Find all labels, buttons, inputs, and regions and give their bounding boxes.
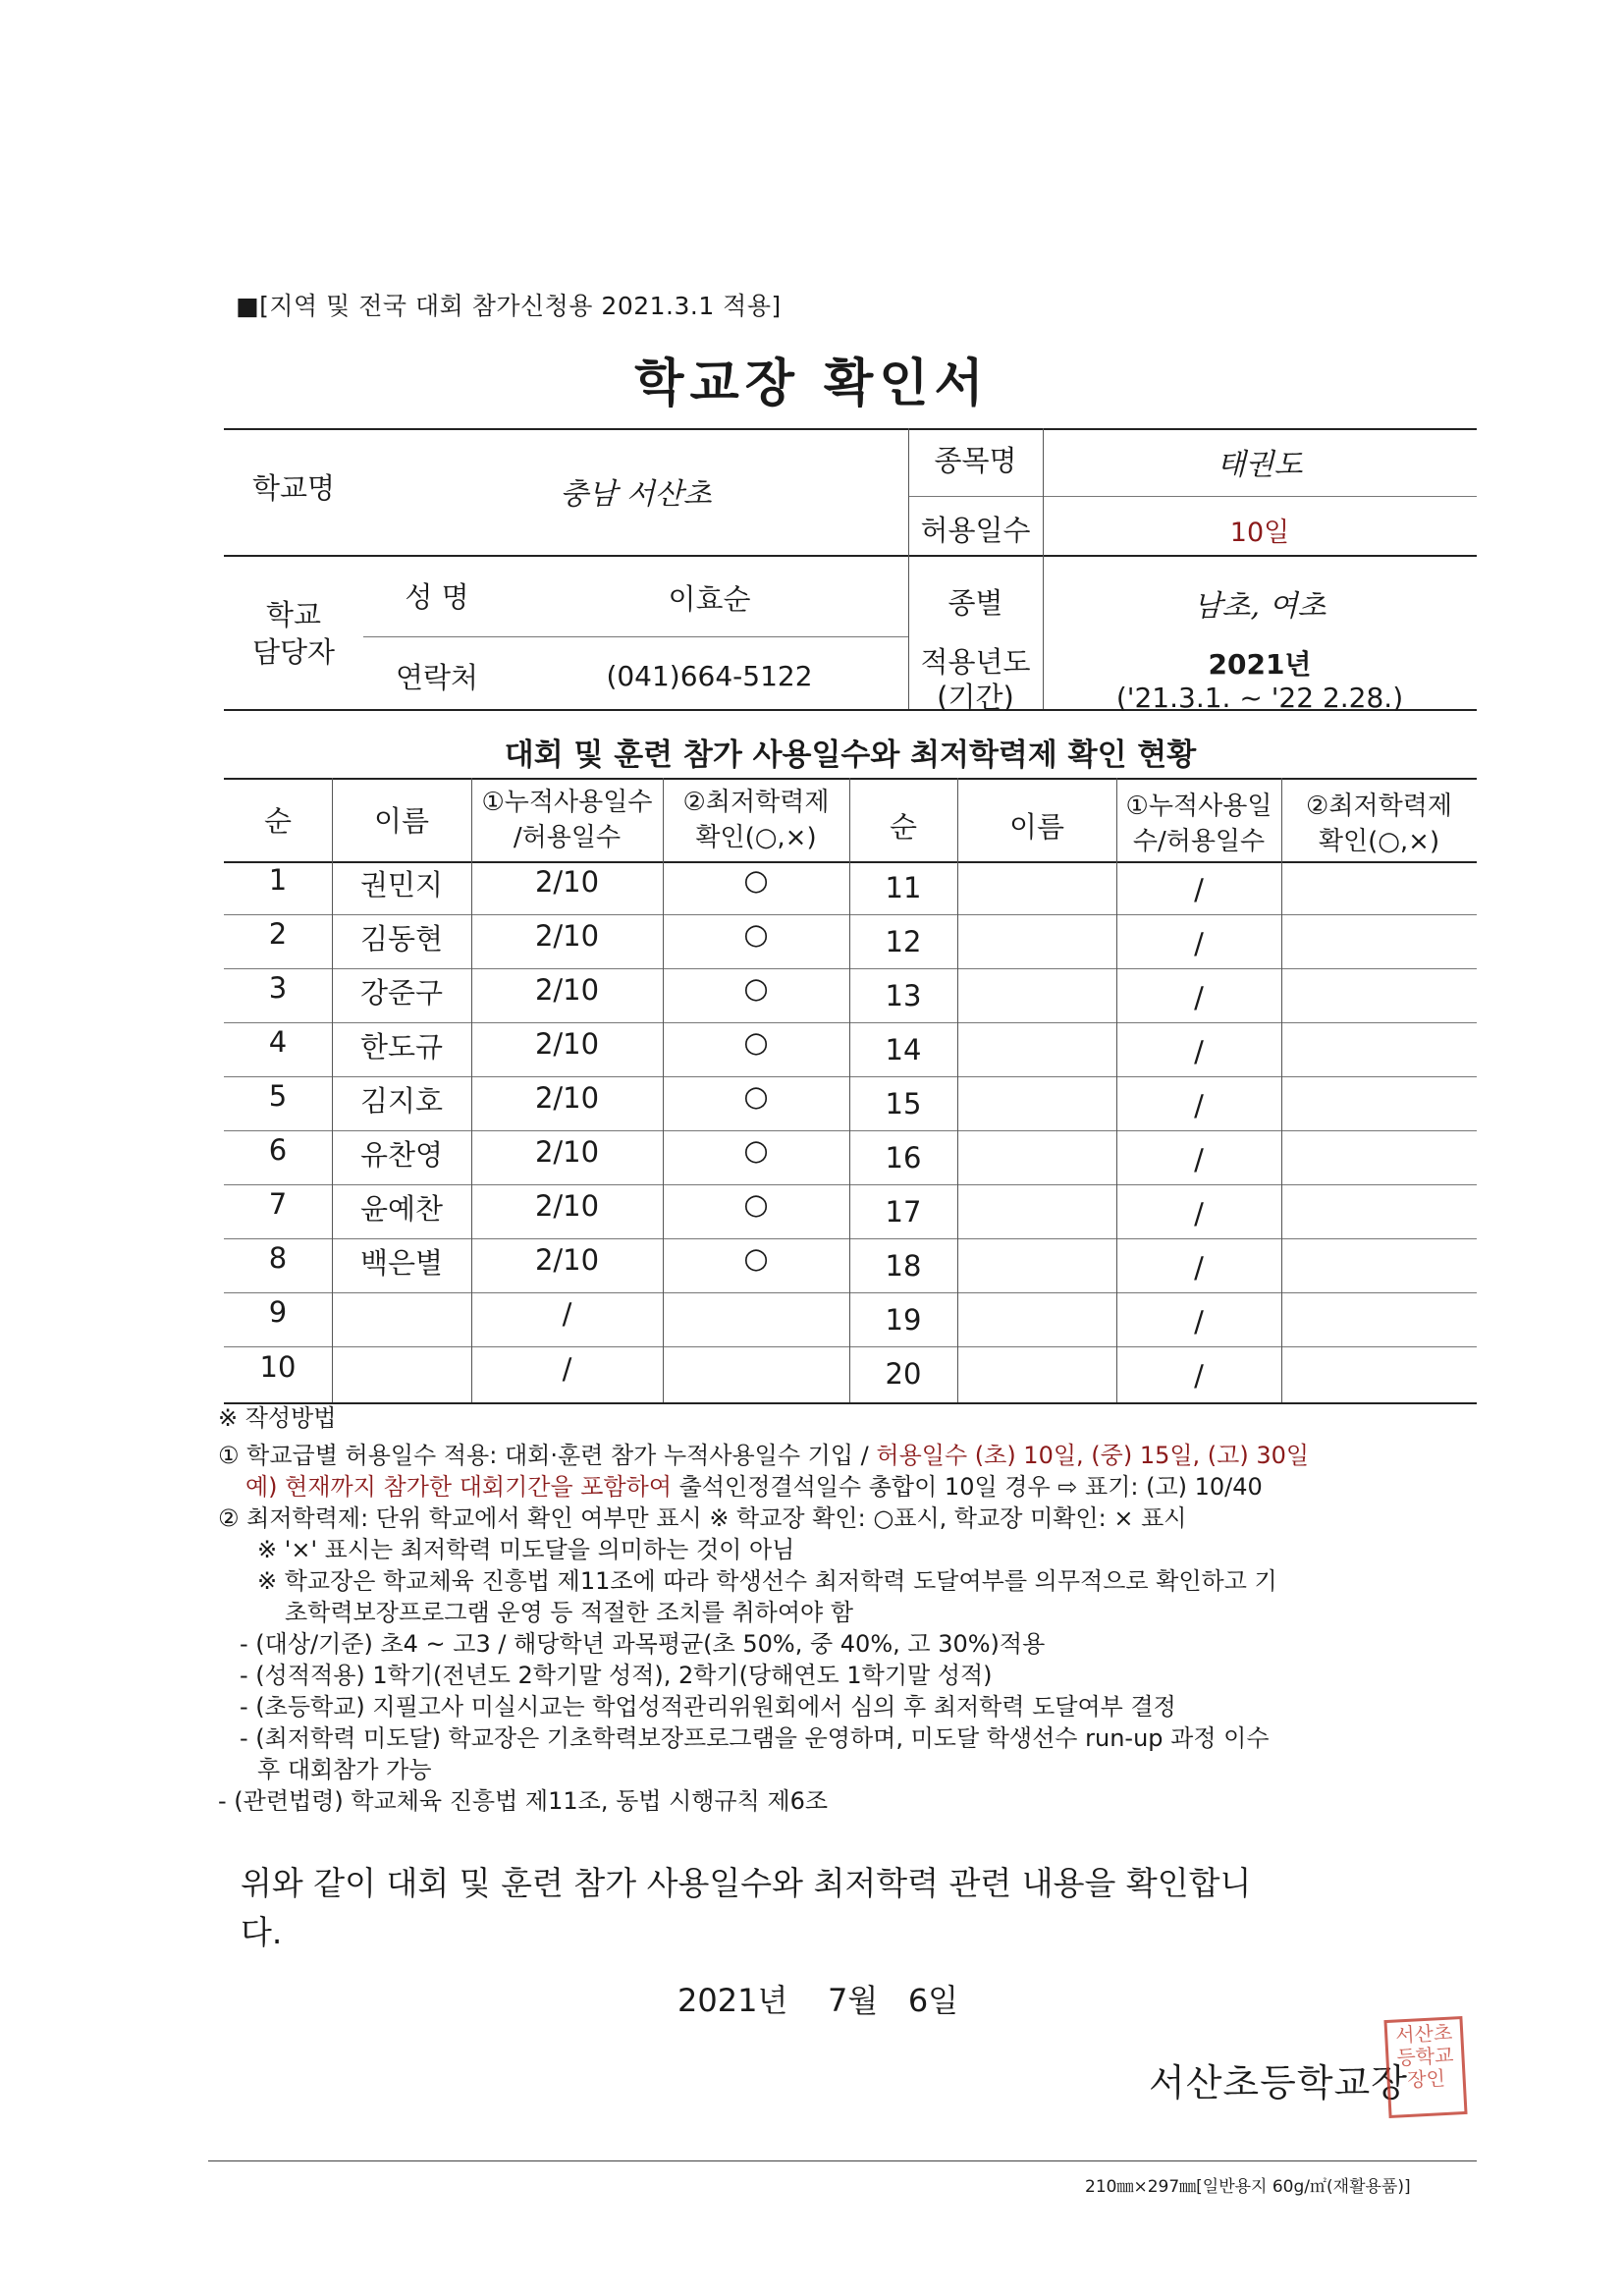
row-name: 백은별 bbox=[359, 1246, 444, 1280]
row-name: 강준구 bbox=[359, 976, 444, 1010]
contact-value: (041)664-5122 bbox=[606, 660, 813, 692]
col-days-right-line1: ①누적사용일 bbox=[1125, 792, 1272, 821]
row-check: ○ bbox=[743, 1025, 769, 1059]
note-8-line2: 후 대회참가 가능 bbox=[257, 1756, 432, 1783]
row-days: 2/10 bbox=[534, 1027, 600, 1061]
category-value: 남초, 여초 bbox=[1193, 589, 1326, 624]
instructions bbox=[218, 1402, 1475, 1817]
row-name: 권민지 bbox=[359, 868, 444, 902]
allowed-days-value: 10일 bbox=[1229, 518, 1290, 548]
school-name-label: 학교명 bbox=[251, 471, 336, 505]
row-seq: 3 bbox=[268, 971, 288, 1005]
note-5: - (대상/기준) 초4 ~ 고3 / 해당학년 과목평균(초 50%, 중 40%, 고 30%)적용 bbox=[240, 1630, 1046, 1658]
row-days: / bbox=[1194, 1197, 1204, 1230]
row-seq: 7 bbox=[268, 1187, 288, 1221]
manager-name-label: 성 명 bbox=[405, 580, 469, 614]
row-seq: 4 bbox=[268, 1025, 288, 1059]
col-seq-left: 순 bbox=[263, 804, 292, 838]
note-1-text: ① 학교급별 허용일수 적용: 대회·훈련 참가 누적사용일수 기입 / bbox=[218, 1442, 877, 1469]
allowed-days-label: 허용일수 bbox=[920, 514, 1031, 547]
row-check: ○ bbox=[743, 1241, 769, 1275]
row-seq: 10 bbox=[259, 1350, 297, 1384]
event-value: 태권도 bbox=[1217, 448, 1303, 482]
row-seq: 8 bbox=[268, 1241, 288, 1275]
official-seal-icon: 서산초등학교장인 bbox=[1383, 2016, 1467, 2118]
principal-name: 서산초등학교장 bbox=[1149, 2061, 1408, 2105]
row-days: / bbox=[1194, 927, 1204, 960]
row-days: 2/10 bbox=[534, 1189, 600, 1223]
row-days: 2/10 bbox=[534, 1243, 600, 1277]
row-seq: 19 bbox=[885, 1303, 922, 1337]
row-days: / bbox=[1194, 873, 1204, 906]
row-name: 김동현 bbox=[359, 922, 444, 956]
row-seq: 17 bbox=[885, 1195, 922, 1229]
row-name: 윤예찬 bbox=[359, 1192, 444, 1226]
note-1-highlight-2: 예) 현재까지 참가한 대회기간을 포함하여 bbox=[245, 1473, 673, 1501]
contact-label: 연락처 bbox=[395, 661, 479, 694]
row-days: 2/10 bbox=[534, 919, 600, 953]
manager-label-line2: 담당자 bbox=[251, 635, 336, 669]
instructions-heading: ※ 작성방법 bbox=[218, 1404, 337, 1432]
row-days: / bbox=[562, 1352, 572, 1386]
row-seq: 18 bbox=[885, 1249, 922, 1283]
col-check-left-line1: ②최저학력제 bbox=[682, 788, 830, 817]
note-1-line1 bbox=[218, 1440, 1475, 1471]
confirmation-line2: 다. bbox=[241, 1913, 283, 1951]
col-days-right-line2: 수/허용일수 bbox=[1132, 827, 1266, 856]
row-check: ○ bbox=[743, 863, 769, 897]
row-seq: 13 bbox=[885, 979, 922, 1012]
row-seq: 2 bbox=[268, 917, 288, 951]
row-seq: 20 bbox=[885, 1357, 922, 1391]
row-days: / bbox=[1194, 1251, 1204, 1285]
row-seq: 16 bbox=[885, 1141, 922, 1175]
school-name-value: 충남 서산초 bbox=[560, 477, 712, 512]
row-name: 김지호 bbox=[359, 1084, 444, 1118]
col-seq-right: 순 bbox=[889, 810, 917, 844]
note-6: - (성적적용) 1학기(전년도 2학기말 성적), 2학기(당해연도 1학기말 성적) bbox=[240, 1662, 993, 1689]
note-9: - (관련법령) 학교체육 진흥법 제11조, 동법 시행규칙 제6조 bbox=[218, 1787, 829, 1815]
row-check: ○ bbox=[743, 1187, 769, 1221]
document-title: 학교장 확인서 bbox=[634, 355, 990, 413]
note-1-line2 bbox=[218, 1471, 1475, 1503]
section-title: 대회 및 훈련 참가 사용일수와 최저학력제 확인 현황 bbox=[504, 738, 1197, 773]
row-check: ○ bbox=[743, 1079, 769, 1113]
row-seq: 1 bbox=[268, 863, 288, 897]
row-check: ○ bbox=[743, 917, 769, 951]
year-label-line1: 적용년도 bbox=[920, 645, 1031, 679]
note-1-text-2: 출석인정결석일수 총합이 10일 경우 ⇨ 표기: (고) 10/40 bbox=[672, 1473, 1263, 1501]
row-seq: 5 bbox=[268, 1079, 288, 1113]
category-label: 종별 bbox=[947, 586, 1003, 620]
note-2: ② 최저학력제: 단위 학교에서 확인 여부만 표시 ※ 학교장 확인: ○표시, 학교장 미확인: × 표시 bbox=[218, 1504, 1187, 1532]
row-days: 2/10 bbox=[534, 865, 600, 899]
row-days: / bbox=[1194, 1089, 1204, 1122]
row-check: ○ bbox=[743, 1133, 769, 1167]
confirmation-line1: 위와 같이 대회 및 훈련 참가 사용일수와 최저학력 관련 내용을 확인합니 bbox=[241, 1864, 1252, 1902]
col-name-right: 이름 bbox=[1008, 810, 1065, 844]
col-check-left-line2: 확인(○,×) bbox=[695, 823, 817, 852]
row-days: / bbox=[1194, 1035, 1204, 1068]
row-seq: 6 bbox=[268, 1133, 288, 1167]
manager-label-line1: 학교 bbox=[265, 598, 322, 631]
paper-spec-footer: 210㎜×297㎜[일반용지 60g/㎡(재활용품)] bbox=[1085, 2177, 1411, 2197]
row-seq: 11 bbox=[885, 871, 922, 904]
row-days: / bbox=[1194, 1359, 1204, 1393]
confirmation-date: 2021년 7월 6일 bbox=[677, 1982, 959, 2019]
row-days: / bbox=[562, 1297, 572, 1331]
row-seq: 15 bbox=[885, 1087, 922, 1121]
row-days: 2/10 bbox=[534, 1081, 600, 1115]
note-1-highlight: 허용일수 (초) 10일, (중) 15일, (고) 30일 bbox=[876, 1442, 1310, 1469]
year-value: 2021년 bbox=[1208, 648, 1312, 681]
row-days: / bbox=[1194, 1143, 1204, 1176]
row-seq: 9 bbox=[268, 1295, 288, 1329]
col-days-left-line2: /허용일수 bbox=[513, 823, 622, 852]
row-name: 한도규 bbox=[359, 1030, 444, 1064]
col-days-left-line1: ①누적사용일수 bbox=[481, 788, 653, 817]
manager-name-value: 이효순 bbox=[668, 582, 751, 616]
row-check: ○ bbox=[743, 971, 769, 1005]
note-8-line1: - (최저학력 미도달) 학교장은 기초학력보장프로그램을 운영하며, 미도달 학생선수 run-up 과정 이수 bbox=[240, 1724, 1270, 1752]
note-4-line2: 초학력보장프로그램 운영 등 적절한 조치를 취하여야 함 bbox=[285, 1599, 854, 1626]
row-days: 2/10 bbox=[534, 1135, 600, 1169]
note-4-line1: ※ 학교장은 학교체육 진흥법 제11조에 따라 학생선수 최저학력 도달여부를 의무적으로 확인하고 기 bbox=[257, 1567, 1277, 1595]
row-name: 유찬영 bbox=[359, 1138, 444, 1172]
year-label-line2: (기간) bbox=[937, 681, 1014, 714]
row-seq: 12 bbox=[885, 925, 922, 958]
col-check-right-line2: 확인(○,×) bbox=[1318, 827, 1440, 856]
note-3: ※ '×' 표시는 최저학력 미도달을 의미하는 것이 아님 bbox=[257, 1536, 795, 1563]
row-days: / bbox=[1194, 981, 1204, 1014]
col-name-left: 이름 bbox=[373, 804, 430, 838]
note-7: - (초등학교) 지필고사 미실시교는 학업성적관리위원회에서 심의 후 최저학력 도달여부 결정 bbox=[240, 1693, 1176, 1721]
col-check-right-line1: ②최저학력제 bbox=[1306, 792, 1452, 821]
row-seq: 14 bbox=[885, 1033, 922, 1066]
row-days: 2/10 bbox=[534, 973, 600, 1007]
event-label: 종목명 bbox=[934, 444, 1017, 477]
period-value: ('21.3.1. ~ '22 2.28.) bbox=[1115, 682, 1404, 714]
form-type-note: ■[지역 및 전국 대회 참가신청용 2021.3.1 적용] bbox=[236, 292, 782, 320]
row-days: / bbox=[1194, 1305, 1204, 1339]
